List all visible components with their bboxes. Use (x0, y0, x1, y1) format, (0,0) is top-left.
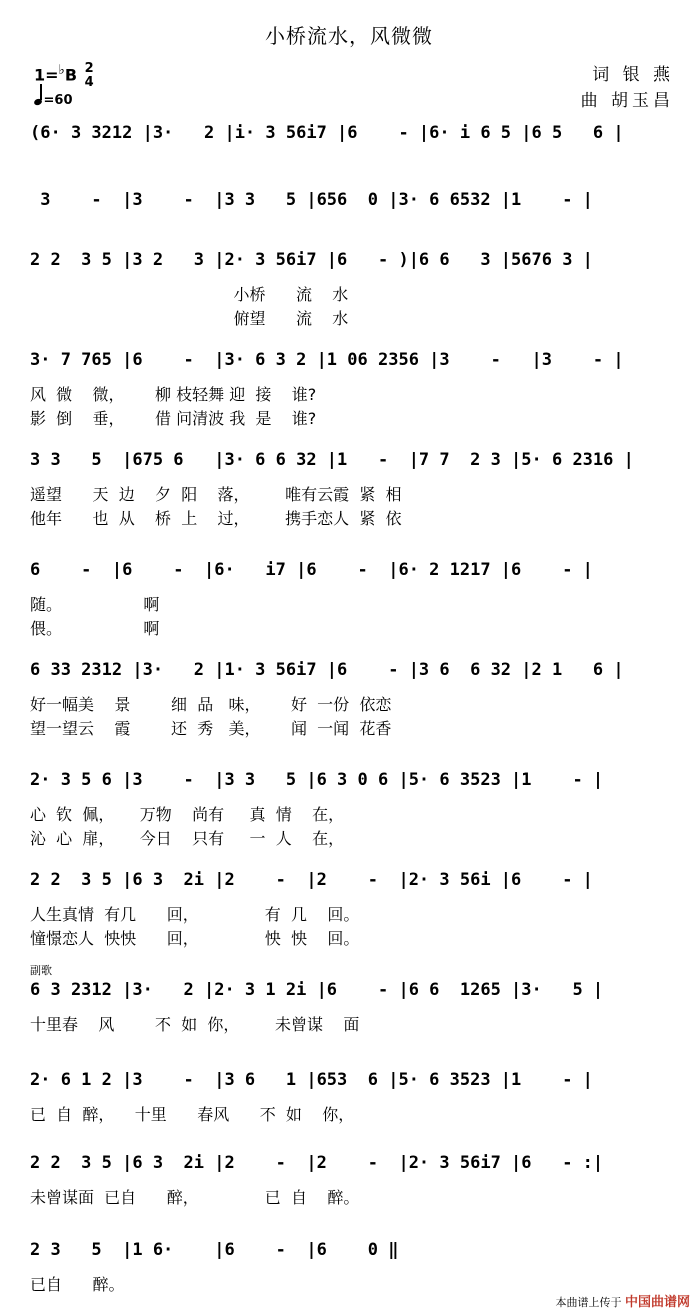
lyric-line: 望一望云 霞 还 秀 美， 闻 一闻 花香 (30, 719, 392, 738)
page-title: 小桥流水，风微微 (265, 24, 433, 48)
music-label: 曲 (580, 91, 602, 111)
lyric-line: 风 微 微， 柳 枝轻舞 迎 接 谁? (30, 385, 317, 404)
lyric-line: 影 倒 垂， 借 问清波 我 是 谁? (30, 409, 317, 428)
notation-text: 2· 3 5 6 |3 - |3 3 5 |6 3 0 6 |5· 6 3523 |1 - | (30, 770, 604, 790)
notation-row (30, 245, 680, 279)
notation-text: (6· 3 3212 |3· 2 |i· 3 56i7 |6 - |6· i 6 5 |6 5 6 | (30, 123, 624, 143)
notation-text: 3 3 5 |675 6 |3· 6 6 32 |1 - |7 7 2 3 |5· 6 2316 | (30, 450, 634, 470)
lyric-line: 偎。 啊 (30, 619, 160, 638)
lyric-line: 沁 心 扉， 今日 只有 一 人 在， (30, 829, 345, 848)
lyric-line: 随。 啊 (30, 595, 160, 614)
notation-text: 3 - |3 - |3 3 5 |656 0 |3· 6 6532 |1 - | (30, 190, 593, 210)
notation-text: 2 3 5 |1 6· |6 - |6 0 ‖ (30, 1240, 399, 1260)
tempo-value: =60 (43, 93, 73, 108)
lyric-line: 好一幅美 景 细 品 味， 好 一份 依恋 (30, 695, 392, 714)
notation-text: 6 - |6 - |6· i7 |6 - |6· 2 1217 |6 - | (30, 560, 593, 580)
section-label: 副歌 (30, 964, 52, 977)
lyrics-label: 词 (592, 65, 614, 85)
footer-text: 本曲谱上传于 (555, 1296, 622, 1309)
notation-row (30, 1065, 680, 1099)
notation-row (30, 185, 680, 219)
lyricist-credit (592, 60, 674, 85)
notation-text: 2 2 3 5 |3 2 3 |2· 3 56i7 |6 - )|6 6 3 |5676 3 | (30, 250, 593, 270)
lyric-line: 憧憬恋人 怏怏 回， 怏 怏 回。 (30, 929, 360, 948)
notation-text: 2 2 3 5 |6 3 2i |2 - |2 - |2· 3 56i7 |6 - :| (30, 1153, 604, 1173)
lyric-line: 十里春 风 不 如 你， 未曾谋 面 (30, 1015, 360, 1034)
lyric-line: 未曾谋面 已自 醉， 已 自 醉。 (30, 1188, 360, 1207)
notation-row (30, 765, 680, 799)
lyric-line: 人生真情 有几 回， 有 几 回。 (30, 905, 360, 924)
composer-name: 胡玉昌 (611, 91, 674, 111)
site-logo: 中国曲谱网 (624, 1295, 690, 1310)
time-signature (85, 62, 94, 90)
key-note: B (64, 65, 78, 85)
notation-text: 3· 7 765 |6 - |3· 6 3 2 |1 06 2356 |3 - |3 - | (30, 350, 624, 370)
notation-text: 6 33 2312 |3· 2 |1· 3 56i7 |6 - |3 6 6 32 |2 1 6 | (30, 660, 624, 680)
lyric-line: 俯望 流 水 (30, 309, 349, 328)
lyric-line: 小桥 流 水 (30, 285, 349, 304)
notation-row (30, 555, 680, 589)
notation-text: 2· 6 1 2 |3 - |3 6 1 |653 6 |5· 6 3523 |1 - | (30, 1070, 593, 1090)
lyric-line: 遥望 天 边 夕 阳 落， 唯有云霞 紧 相 (30, 485, 402, 504)
notation-row (30, 865, 680, 899)
time-bottom: 4 (84, 75, 94, 90)
composer-credit (581, 86, 674, 111)
notation-row (30, 655, 680, 689)
notation-row (30, 445, 680, 479)
lyric-line: 他年 也 从 桥 上 过， 携手恋人 紧 依 (30, 509, 402, 528)
key-signature (34, 62, 94, 90)
notation-row (30, 975, 680, 1009)
lyricist-name: 银 燕 (622, 65, 674, 85)
time-top: 2 (84, 61, 94, 76)
notation-text: 6 3 2312 |3· 2 |2· 3 1 2i |6 - |6 6 1265 |3· 5 | (30, 980, 604, 1000)
notation-row (30, 118, 680, 152)
tempo-marking (34, 88, 72, 108)
notation-row (30, 1148, 680, 1182)
lyric-line: 已 自 醉， 十里 春风 不 如 你， (30, 1105, 355, 1124)
key-prefix: 1= (34, 65, 59, 85)
note-stem-icon (40, 84, 42, 100)
notation-row (30, 345, 680, 379)
notation-text: 2 2 3 5 |6 3 2i |2 - |2 - |2· 3 56i |6 - | (30, 870, 593, 890)
footer (555, 1291, 690, 1310)
lyric-line: 已自 醉。 (30, 1275, 125, 1294)
notation-row (30, 1235, 680, 1269)
lyric-line: 心 钦 佩， 万物 尚有 真 情 在， (30, 805, 345, 824)
flat-sign: ♭ (58, 63, 65, 79)
